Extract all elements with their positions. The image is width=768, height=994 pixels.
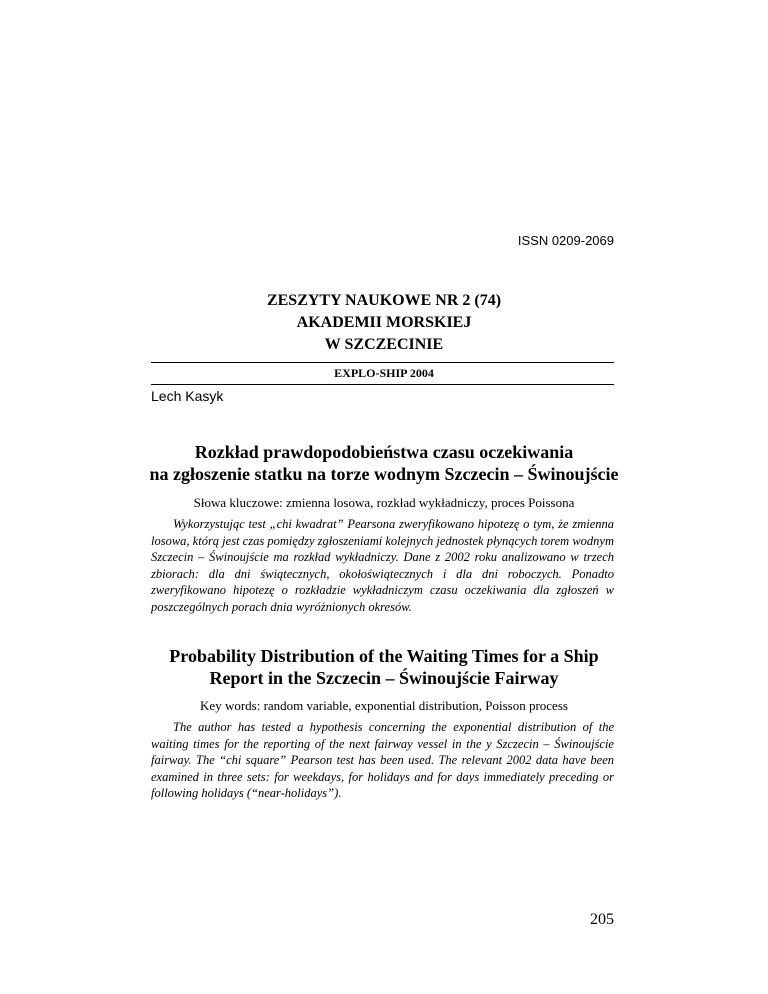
english-title [0,645,768,689]
polish-title [0,441,768,485]
english-abstract: The author has tested a hypothesis concerning the exponential distribution of the waiting times for the reporting of the next fairway vessel in the y Szczecin – Świnoujście fairway. The “chi square” Pearson test has been used. The relevant 2002 data have been examined in three sets: for weekdays, for holidays and for days immediately preceding or following holidays (“near-holidays”). [151,720,614,800]
polish-abstract: Wykorzystując test „chi kwadrat” Pearsona zweryfikowano hipotezę o tym, że zmienna losowa, którą jest czas pomiędzy zgłoszeniami kolejnych jednostek płynących torem wodnym Szczecin – Świnoujście ma rozkład wykładniczy. Dane z 2002 roku analizowano w trzech zbiorach: dla dni świątecznych, okołoświątecznych i dla dni roboczych. Ponadto zweryfikowano hipotezę o rozkładzie wykładniczym czasu oczekiwania dla zgłoszeń w poszczególnych porach dnia wyróżnionych okresów. [151,517,614,614]
journal-line-3: W SZCZECINIE [324,336,444,353]
journal-heading [0,290,768,356]
english-title-line-2: Report in the Szczecin – Świnoujście Fairway [209,668,559,688]
divider-bottom [151,384,614,385]
author-name: Lech Kasyk [151,388,224,404]
polish-title-line-1: Rozkład prawdopodobieństwa czasu oczekiwania [194,442,574,462]
journal-line-1: ZESZYTY NAUKOWE NR 2 (74) [266,292,502,309]
event-label: EXPLO-SHIP 2004 [334,366,434,380]
english-keywords: Key words: random variable, exponential distribution, Poisson process [200,698,568,713]
journal-line-2: AKADEMII MORSKIEJ [296,314,472,331]
polish-keywords: Słowa kluczowe: zmienna losowa, rozkład wykładniczy, proces Poissona [193,495,575,510]
page-number: 205 [590,911,614,928]
divider-top [151,362,614,363]
english-title-line-1: Probability Distribution of the Waiting Times for a Ship [169,646,599,666]
issn-label: ISSN 0209-2069 [517,233,614,248]
polish-title-line-2: na zgłoszenie statku na torze wodnym Szczecin – Świnoujście [149,464,619,484]
